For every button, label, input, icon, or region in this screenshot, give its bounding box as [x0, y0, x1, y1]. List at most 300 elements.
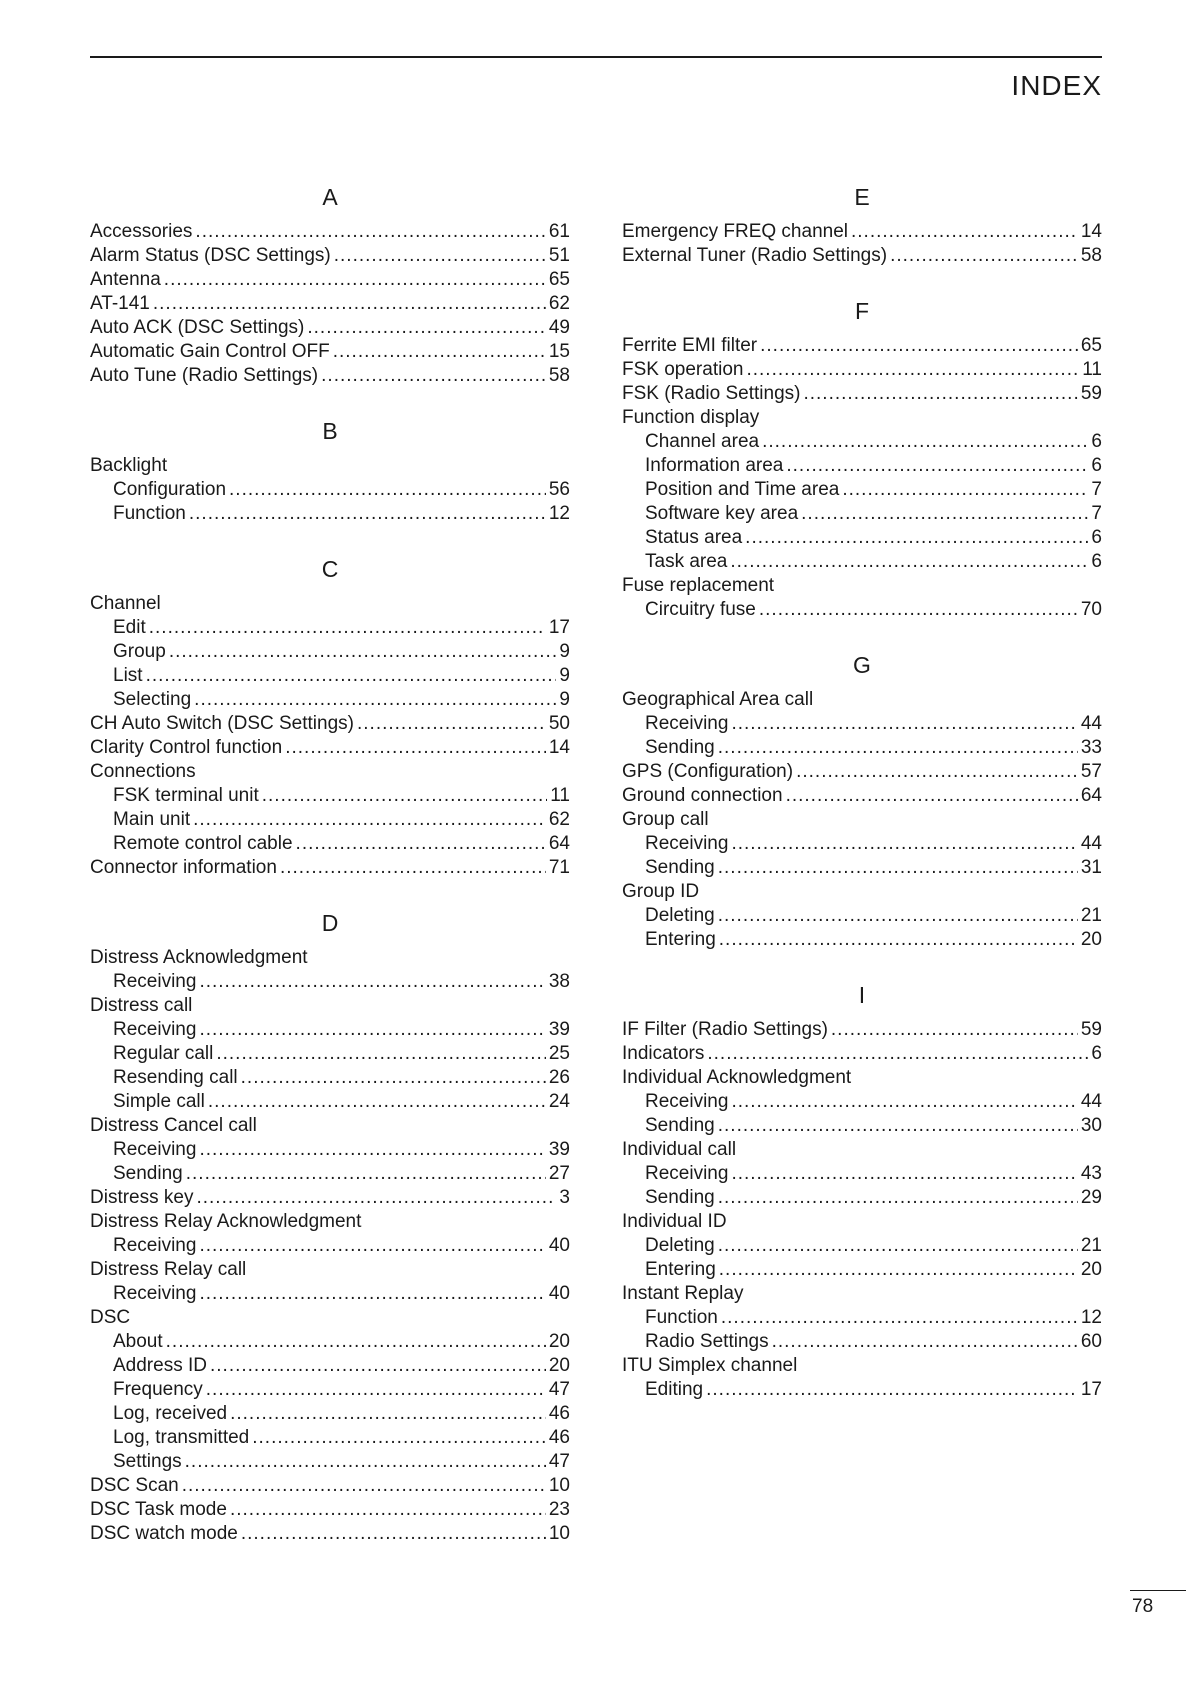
entry-label: Editing: [645, 1379, 704, 1400]
entry-page-number: 6: [1091, 1043, 1102, 1064]
entry-page-number: 9: [559, 641, 570, 662]
entry-page-number: 62: [548, 293, 570, 314]
entry-label: FSK (Radio Settings): [622, 383, 801, 404]
index-subentry: [622, 1090, 1102, 1114]
entry-page-number: 62: [548, 809, 570, 830]
index-section-i: [622, 980, 1102, 1402]
entry-label: Distress Acknowledgment: [90, 947, 308, 968]
index-subentry: [90, 1330, 570, 1354]
entry-label: Entering: [645, 929, 716, 950]
entry-label: Information area: [645, 455, 784, 476]
entry-page-number: 44: [1080, 713, 1102, 734]
index-subentry: [622, 856, 1102, 880]
index-entry: [90, 856, 570, 880]
entry-page-number: 40: [548, 1283, 570, 1304]
entry-page-number: 6: [1091, 431, 1102, 452]
dot-leader: [229, 478, 546, 502]
entry-label: Sending: [645, 857, 715, 878]
entry-page-number: 71: [548, 857, 570, 878]
index-subentry: [622, 928, 1102, 952]
index-subentry: [90, 1018, 570, 1042]
entry-label: Log, received: [113, 1403, 228, 1424]
entry-page-number: 9: [559, 689, 570, 710]
entry-label: Group call: [622, 809, 709, 830]
dot-leader: [307, 316, 545, 340]
entry-label: Function display: [622, 407, 760, 428]
entry-page-number: 70: [1080, 599, 1102, 620]
entry-label: Automatic Gain Control OFF: [90, 341, 330, 362]
entry-page-number: 6: [1091, 527, 1102, 548]
dot-leader: [762, 430, 1088, 454]
entry-page-number: 56: [548, 479, 570, 500]
index-entry: [90, 316, 570, 340]
index-subentry: [90, 664, 570, 688]
entry-page-number: 59: [1080, 383, 1102, 404]
page-title: INDEX: [1011, 70, 1102, 101]
dot-leader: [719, 928, 1078, 952]
index-subentry: [622, 1330, 1102, 1354]
index-subentry: [622, 478, 1102, 502]
index-column-left: [90, 182, 570, 1574]
entry-label: Status area: [645, 527, 743, 548]
entry-label: Address ID: [113, 1355, 207, 1376]
entry-label: Auto ACK (DSC Settings): [90, 317, 305, 338]
entry-label: IF Filter (Radio Settings): [622, 1019, 828, 1040]
entry-label: Channel area: [645, 431, 760, 452]
section-letter: A: [322, 184, 338, 210]
entry-page-number: 20: [1080, 929, 1102, 950]
dot-leader: [803, 382, 1077, 406]
entry-page-number: 9: [559, 665, 570, 686]
page-number-rule: [1130, 1590, 1186, 1591]
index-section-b: [90, 416, 570, 526]
dot-leader: [169, 640, 557, 664]
entry-page-number: 44: [1080, 833, 1102, 854]
entry-label: Individual ID: [622, 1211, 727, 1232]
entry-page-number: 46: [548, 1427, 570, 1448]
entry-page-number: 10: [548, 1523, 570, 1544]
entry-label: Receiving: [113, 1019, 197, 1040]
entry-page-number: 44: [1080, 1091, 1102, 1112]
entry-label: Receiving: [113, 1235, 197, 1256]
dot-leader: [786, 454, 1088, 478]
entry-page-number: 58: [548, 365, 570, 386]
entry-label: Receiving: [113, 1139, 197, 1160]
dot-leader: [216, 1042, 546, 1066]
index-subentry: [622, 1306, 1102, 1330]
entry-label: Ground connection: [622, 785, 783, 806]
index-entry: [622, 1138, 1102, 1162]
entry-label: Indicators: [622, 1043, 705, 1064]
dot-leader: [182, 1474, 546, 1498]
dot-leader: [262, 784, 548, 808]
entry-page-number: 46: [548, 1403, 570, 1424]
dot-leader: [146, 664, 557, 688]
entry-page-number: 31: [1080, 857, 1102, 878]
dot-leader: [718, 1234, 1078, 1258]
entry-label: Backlight: [90, 455, 168, 476]
entry-label: DSC watch mode: [90, 1523, 238, 1544]
entry-page-number: 20: [1080, 1259, 1102, 1280]
dot-leader: [745, 526, 1088, 550]
dot-leader: [166, 1330, 546, 1354]
entry-page-number: 30: [1080, 1115, 1102, 1136]
index-subentry: [622, 832, 1102, 856]
index-section-d: [90, 908, 570, 1546]
index-entry: [622, 784, 1102, 808]
dot-leader: [718, 736, 1078, 760]
entry-label: Connections: [90, 761, 196, 782]
dot-leader: [731, 712, 1077, 736]
index-subentry: [90, 688, 570, 712]
section-letter: C: [321, 556, 339, 582]
dot-leader: [759, 598, 1078, 622]
index-section-e: [622, 182, 1102, 268]
index-subentry: [622, 904, 1102, 928]
entry-page-number: 12: [548, 503, 570, 524]
index-section-g: [622, 650, 1102, 952]
dot-leader: [199, 1138, 545, 1162]
entry-label: Frequency: [113, 1379, 203, 1400]
entry-label: Channel: [90, 593, 161, 614]
dot-leader: [195, 220, 545, 244]
index-entry: [622, 808, 1102, 832]
entry-label: Main unit: [113, 809, 191, 830]
entry-page-number: 11: [550, 785, 570, 806]
entry-label: Resending call: [113, 1067, 238, 1088]
dot-leader: [721, 1306, 1078, 1330]
entry-label: Alarm Status (DSC Settings): [90, 245, 331, 266]
index-subentry: [622, 550, 1102, 574]
index-subentry: [622, 502, 1102, 526]
entry-label: FSK terminal unit: [113, 785, 259, 806]
dot-leader: [206, 1378, 546, 1402]
index-entry: [622, 574, 1102, 598]
entry-label: Position and Time area: [645, 479, 840, 500]
dot-leader: [189, 502, 546, 526]
index-entry: [622, 880, 1102, 904]
entry-page-number: 23: [548, 1499, 570, 1520]
index-entry: [90, 712, 570, 736]
index-subentry: [622, 430, 1102, 454]
dot-leader: [199, 1018, 545, 1042]
index-entry: [90, 1114, 570, 1138]
entry-label: Configuration: [113, 479, 227, 500]
dot-leader: [730, 550, 1088, 574]
dot-leader: [334, 244, 546, 268]
entry-page-number: 65: [548, 269, 570, 290]
entry-page-number: 17: [1080, 1379, 1102, 1400]
entry-label: Group ID: [622, 881, 700, 902]
index-entry: [622, 406, 1102, 430]
entry-page-number: 24: [548, 1091, 570, 1112]
index-subentry: [622, 454, 1102, 478]
section-letter: E: [854, 184, 870, 210]
entry-label: Individual Acknowledgment: [622, 1067, 852, 1088]
entry-page-number: 39: [548, 1019, 570, 1040]
index-subentry: [90, 1402, 570, 1426]
entry-label: Receiving: [645, 1163, 729, 1184]
index-entry: [622, 1210, 1102, 1234]
entry-label: DSC Task mode: [90, 1499, 227, 1520]
entry-label: Instant Replay: [622, 1283, 744, 1304]
index-entry: [622, 334, 1102, 358]
index-subentry: [90, 784, 570, 808]
entry-label: Group: [113, 641, 166, 662]
entry-page-number: 65: [1080, 335, 1102, 356]
entry-label: Sending: [113, 1163, 183, 1184]
index-entry: [90, 736, 570, 760]
entry-page-number: 60: [1080, 1331, 1102, 1352]
entry-label: Regular call: [113, 1043, 214, 1064]
entry-label: Sending: [645, 1115, 715, 1136]
dot-leader: [194, 688, 556, 712]
index-subentry: [622, 1114, 1102, 1138]
dot-leader: [186, 1162, 546, 1186]
index-entry: [90, 1306, 570, 1330]
entry-page-number: 17: [548, 617, 570, 638]
index-entry: [622, 688, 1102, 712]
entry-page-number: 10: [548, 1475, 570, 1496]
entry-label: Simple call: [113, 1091, 205, 1112]
index-subentry: [90, 1090, 570, 1114]
dot-leader: [772, 1330, 1078, 1354]
index-entry: [622, 1018, 1102, 1042]
dot-leader: [199, 970, 545, 994]
entry-page-number: 11: [1082, 359, 1102, 380]
index-subentry: [90, 1426, 570, 1450]
index-subentry: [90, 616, 570, 640]
entry-label: Distress Relay Acknowledgment: [90, 1211, 362, 1232]
dot-leader: [185, 1450, 546, 1474]
entry-label: DSC: [90, 1307, 131, 1328]
dot-leader: [193, 808, 546, 832]
index-entry: [90, 946, 570, 970]
index-entry: [90, 760, 570, 784]
index-entry: [622, 1282, 1102, 1306]
index-subentry: [90, 502, 570, 526]
entry-label: Settings: [113, 1451, 182, 1472]
dot-leader: [719, 1258, 1078, 1282]
index-subentry: [90, 1162, 570, 1186]
entry-label: Function: [645, 1307, 718, 1328]
entry-label: Emergency FREQ channel: [622, 221, 848, 242]
index-subentry: [90, 1354, 570, 1378]
dot-leader: [842, 478, 1088, 502]
dot-leader: [801, 502, 1088, 526]
entry-label: Antenna: [90, 269, 161, 290]
entry-label: FSK operation: [622, 359, 744, 380]
index-subentry: [90, 1066, 570, 1090]
entry-label: Entering: [645, 1259, 716, 1280]
index-entry: [90, 364, 570, 388]
entry-label: Receiving: [645, 833, 729, 854]
index-section-f: [622, 296, 1102, 622]
dot-leader: [199, 1234, 545, 1258]
index-entry: [90, 1210, 570, 1234]
entry-page-number: 51: [548, 245, 570, 266]
dot-leader: [252, 1426, 546, 1450]
entry-label: List: [113, 665, 143, 686]
dot-leader: [707, 1042, 1088, 1066]
entry-page-number: 40: [548, 1235, 570, 1256]
entry-page-number: 27: [548, 1163, 570, 1184]
dot-leader: [357, 712, 546, 736]
dot-leader: [230, 1402, 546, 1426]
entry-page-number: 43: [1080, 1163, 1102, 1184]
entry-page-number: 20: [548, 1331, 570, 1352]
entry-page-number: 33: [1080, 737, 1102, 758]
entry-page-number: 39: [548, 1139, 570, 1160]
index-entry: [90, 340, 570, 364]
dot-leader: [718, 1114, 1078, 1138]
index-subentry: [90, 1138, 570, 1162]
index-entry: [90, 1498, 570, 1522]
entry-label: Receiving: [645, 1091, 729, 1112]
entry-page-number: 38: [548, 971, 570, 992]
dot-leader: [731, 1090, 1077, 1114]
entry-label: DSC Scan: [90, 1475, 179, 1496]
index-entry: [622, 382, 1102, 406]
dot-leader: [796, 760, 1078, 784]
index-entry: [90, 1186, 570, 1210]
index-subentry: [622, 526, 1102, 550]
page-number: 78: [1132, 1596, 1154, 1617]
entry-label: About: [113, 1331, 163, 1352]
entry-label: Individual call: [622, 1139, 737, 1160]
index-entry: [90, 1474, 570, 1498]
dot-leader: [760, 334, 1078, 358]
entry-page-number: 61: [548, 221, 570, 242]
index-subentry: [90, 478, 570, 502]
entry-page-number: 57: [1080, 761, 1102, 782]
index-subentry: [90, 1378, 570, 1402]
section-letter: I: [858, 982, 866, 1008]
index-entry: [622, 1354, 1102, 1378]
entry-label: AT-141: [90, 293, 150, 314]
dot-leader: [153, 292, 546, 316]
entry-label: Circuitry fuse: [645, 599, 756, 620]
dot-leader: [196, 1186, 556, 1210]
dot-leader: [241, 1066, 546, 1090]
index-subentry: [622, 1258, 1102, 1282]
entry-page-number: 47: [548, 1451, 570, 1472]
dot-leader: [285, 736, 546, 760]
entry-label: Deleting: [645, 1235, 715, 1256]
entry-page-number: 21: [1080, 1235, 1102, 1256]
entry-page-number: 3: [559, 1187, 570, 1208]
dot-leader: [851, 220, 1078, 244]
dot-leader: [210, 1354, 546, 1378]
dot-leader: [241, 1522, 546, 1546]
dot-leader: [333, 340, 546, 364]
dot-leader: [280, 856, 546, 880]
index-section-a: [90, 182, 570, 388]
index-entry: [90, 292, 570, 316]
section-letter: F: [854, 298, 870, 324]
entry-label: Accessories: [90, 221, 193, 242]
dot-leader: [208, 1090, 546, 1114]
index-subentry: [622, 1186, 1102, 1210]
entry-label: GPS (Configuration): [622, 761, 794, 782]
entry-page-number: 50: [548, 713, 570, 734]
entry-label: Remote control cable: [113, 833, 293, 854]
entry-label: Clarity Control function: [90, 737, 283, 758]
index-subentry: [90, 640, 570, 664]
entry-label: Edit: [113, 617, 146, 638]
entry-label: Geographical Area call: [622, 689, 814, 710]
entry-label: Distress call: [90, 995, 193, 1016]
entry-label: Receiving: [645, 713, 729, 734]
entry-label: Sending: [645, 737, 715, 758]
entry-page-number: 20: [548, 1355, 570, 1376]
dot-leader: [746, 358, 1079, 382]
entry-label: ITU Simplex channel: [622, 1355, 798, 1376]
entry-page-number: 6: [1091, 551, 1102, 572]
dot-leader: [164, 268, 546, 292]
entry-page-number: 14: [1080, 221, 1102, 242]
index-subentry: [90, 1234, 570, 1258]
index-entry: [622, 760, 1102, 784]
index-subentry: [622, 1378, 1102, 1402]
entry-page-number: 49: [548, 317, 570, 338]
entry-page-number: 7: [1091, 479, 1102, 500]
entry-label: Distress Relay call: [90, 1259, 247, 1280]
dot-leader: [890, 244, 1078, 268]
dot-leader: [786, 784, 1078, 808]
entry-label: Log, transmitted: [113, 1427, 250, 1448]
dot-leader: [718, 1186, 1078, 1210]
entry-page-number: 21: [1080, 905, 1102, 926]
entry-label: Software key area: [645, 503, 799, 524]
entry-label: External Tuner (Radio Settings): [622, 245, 888, 266]
entry-label: Connector information: [90, 857, 277, 878]
index-entry: [90, 1522, 570, 1546]
section-letter: B: [322, 418, 338, 444]
dot-leader: [149, 616, 546, 640]
entry-page-number: 59: [1080, 1019, 1102, 1040]
dot-leader: [296, 832, 546, 856]
index-entry: [90, 268, 570, 292]
entry-page-number: 29: [1080, 1187, 1102, 1208]
entry-label: Receiving: [113, 971, 197, 992]
index-entry: [622, 220, 1102, 244]
index-entry: [90, 994, 570, 1018]
entry-label: Sending: [645, 1187, 715, 1208]
dot-leader: [230, 1498, 546, 1522]
dot-leader: [321, 364, 546, 388]
dot-leader: [706, 1378, 1078, 1402]
section-letter: G: [853, 652, 871, 678]
index-subentry: [90, 808, 570, 832]
entry-label: Distress Cancel call: [90, 1115, 257, 1136]
header-rule: [90, 56, 1102, 58]
entry-label: CH Auto Switch (DSC Settings): [90, 713, 354, 734]
entry-label: Receiving: [113, 1283, 197, 1304]
index-subentry: [622, 712, 1102, 736]
entry-page-number: 7: [1091, 503, 1102, 524]
entry-page-number: 6: [1091, 455, 1102, 476]
index-subentry: [622, 1234, 1102, 1258]
entry-label: Task area: [645, 551, 728, 572]
entry-page-number: 58: [1080, 245, 1102, 266]
index-entry: [622, 1042, 1102, 1066]
index-entry: [622, 1066, 1102, 1090]
index-entry: [622, 244, 1102, 268]
entry-label: Selecting: [113, 689, 192, 710]
index-entry: [90, 454, 570, 478]
entry-label: Distress key: [90, 1187, 194, 1208]
